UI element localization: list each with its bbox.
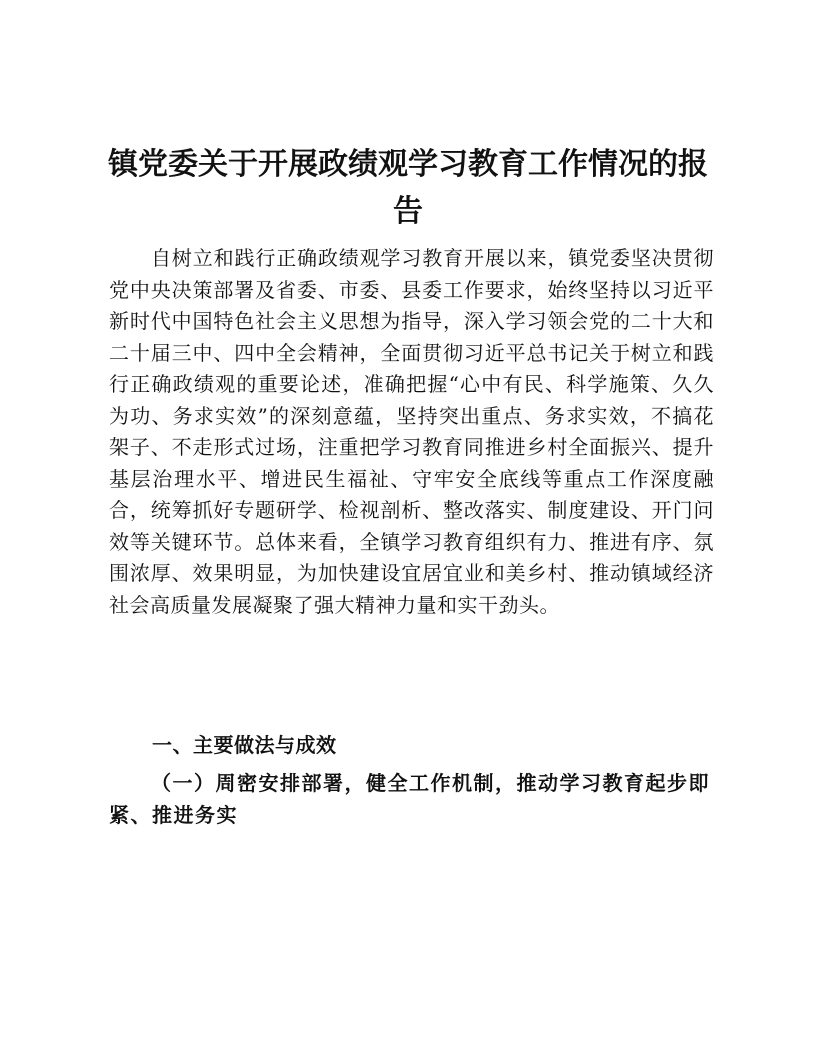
- document-title: 镇党委关于开展政绩观学习教育工作情况的报告: [108, 147, 708, 229]
- intro-paragraph: 自树立和践行正确政绩观学习教育开展以来，镇党委坚决贯彻党中央决策部署及省委、市委、县委工作要求，始终坚持以习近平新时代中国特色社会主义思想为指导，深入学习领会党的二十大和二十届三中、四中全会精神，全面贯彻习近平总书记关于树立和践行正确政绩观的重要论述，准确把握“心中有民、科学施策、久久为功、务求实效”的深刻意蕴，坚持突出重点、务求实效，不搞花架子、不走形式过场，注重把学习教育同推进乡村全面振兴、提升基层治理水平、增进民生福祉、守牢安全底线等重点工作深度融合，统筹抓好专题研学、检视剖析、整改落实、制度建设、开门问效等关键环节。总体来看，全镇学习教育组织有力、推进有序、氛围浓厚、效果明显，为加快建设宜居宜业和美乡村、推动镇域经济社会高质量发展凝聚了强大精神力量和实干劲头。: [109, 246, 714, 617]
- section-heading: 一、主要做法与成效: [152, 733, 337, 757]
- subsection-heading: （一）周密安排部署，健全工作机制，推动学习教育起步即紧、推进务实: [109, 771, 710, 827]
